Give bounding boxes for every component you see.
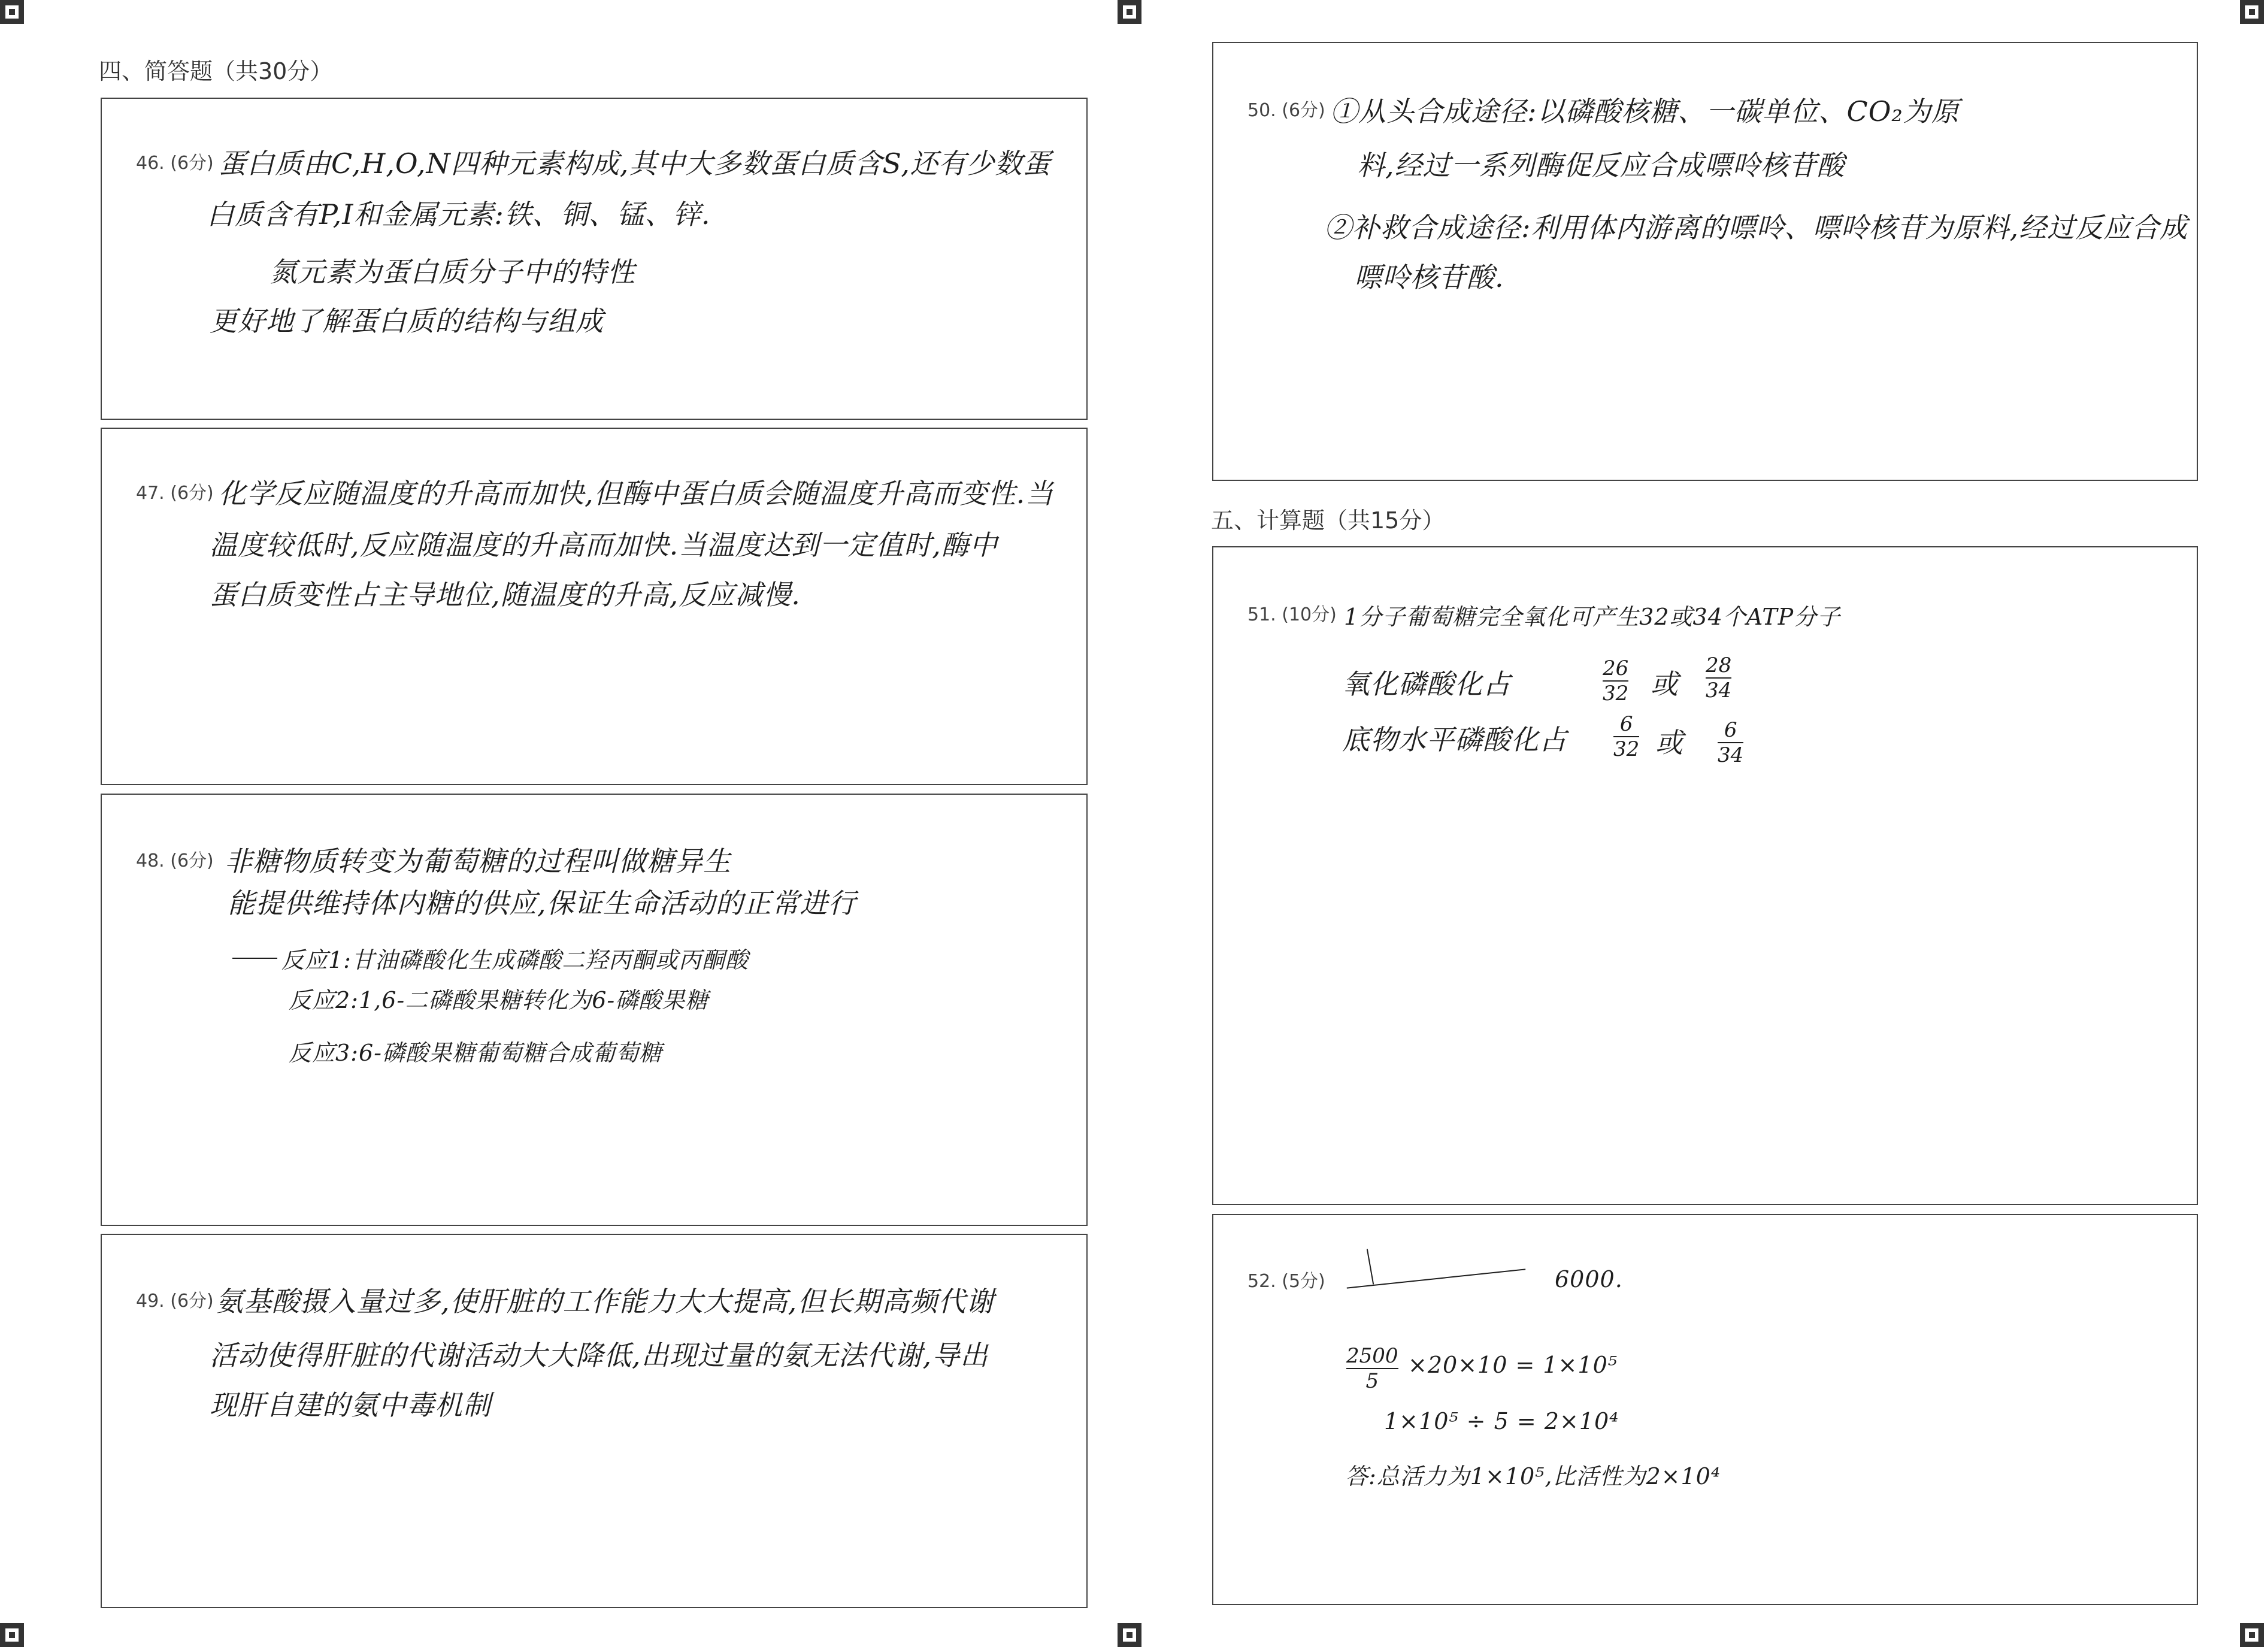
answer-line-49-2: 活动使得肝脏的代谢活动大大降低,出现过量的氨无法代谢,导出 (210, 1339, 989, 1372)
answer-line-46-4: 更好地了解蛋白质的结构与组成 (210, 305, 604, 337)
answer-line-52-4: 答:总活力为1×10⁵,比活性为2×10⁴ (1345, 1463, 1721, 1489)
answer-line-46-3: 氮元素为蛋白质分子中的特性 (270, 256, 635, 288)
corner-marker-bottom-left (0, 1623, 24, 1647)
answer-line-49-1: 氨基酸摄入量过多,使肝脏的工作能力大大提高,但长期高频代谢 (216, 1285, 995, 1318)
question-label-48: 48. (6分) (136, 850, 214, 871)
fraction-51-4-denominator: 34 (1718, 743, 1744, 767)
answer-line-50-3: ②补救合成途径:利用体内游离的嘌呤、嘌呤核苷为原料,经过反应合成 (1324, 211, 2188, 244)
section-title-calculation: 五、计算题（共15分） (1211, 507, 1445, 534)
answer-line-52-3: 1×10⁵ ÷ 5 = 2×10⁴ (1384, 1408, 1619, 1434)
question-label-46: 46. (6分) (136, 153, 214, 174)
fraction-51-4-numerator: 6 (1724, 718, 1737, 742)
answer-box-50 (1212, 42, 2198, 481)
fraction-51-2-denominator: 34 (1706, 679, 1732, 703)
answer-box-48 (101, 794, 1088, 1226)
answer-line-50-1: ①从头合成途径:以磷酸核糖、一碳单位、CO₂为原 (1330, 95, 1960, 128)
answer-line-47-3: 蛋白质变性占主导地位,随温度的升高,反应减慢. (210, 579, 801, 611)
answer-or-51-1: 或 (1651, 668, 1679, 700)
answer-box-47 (101, 428, 1088, 785)
question-label-49: 49. (6分) (136, 1291, 214, 1312)
answer-box-46 (101, 98, 1088, 420)
question-label-47: 47. (6分) (136, 483, 214, 504)
corner-marker-bottom-center (1118, 1623, 1141, 1647)
strikethrough-48 (232, 958, 277, 959)
answer-line-48-1: 非糖物质转变为葡萄糖的过程叫做糖异生 (225, 845, 731, 877)
fraction-51-2-numerator: 28 (1706, 653, 1732, 677)
answer-box-49 (101, 1234, 1088, 1608)
corner-marker-top-center (1118, 0, 1141, 24)
fraction-51-3-numerator: 6 (1619, 712, 1633, 736)
fraction-51-3 (1613, 714, 1639, 759)
answer-line-47-1: 化学反应随温度的升高而加快,但酶中蛋白质会随温度升高而变性.当 (219, 477, 1054, 510)
answer-line-47-2: 温度较低时,反应随温度的升高而加快.当温度达到一定值时,酶中 (210, 529, 998, 561)
answer-line-50-4: 嘌呤核苷酸. (1354, 261, 1504, 293)
fraction-51-1-numerator: 26 (1603, 656, 1629, 680)
answer-line-51-1: 1分子葡萄糖完全氧化可产生32或34个ATP分子 (1344, 604, 1841, 630)
answer-line-51-3: 底物水平磷酸化占 (1342, 723, 1567, 756)
answer-or-51-2: 或 (1655, 726, 1683, 759)
answer-line-52-2: ×20×10 = 1×10⁵ (1408, 1352, 1618, 1378)
fraction-51-4 (1718, 720, 1743, 765)
fraction-51-2 (1706, 655, 1731, 701)
fraction-51-1 (1603, 658, 1628, 704)
answer-line-48-2: 能提供维持体内糖的供应,保证生命活动的正常进行 (228, 887, 856, 919)
corner-marker-bottom-right (2240, 1623, 2264, 1647)
answer-line-52-1: 6000. (1555, 1266, 1623, 1292)
question-label-52: 52. (5分) (1247, 1271, 1325, 1292)
answer-line-48-4: 反应2:1,6-二磷酸果糖转化为6-磷酸果糖 (289, 987, 709, 1013)
fraction-51-1-denominator: 32 (1603, 682, 1629, 706)
answer-line-46-1: 蛋白质由C,H,O,N四种元素构成,其中大多数蛋白质含S,还有少数蛋 (219, 147, 1051, 180)
corner-marker-top-right (2240, 0, 2264, 24)
crossed-out-work-52-b (1367, 1249, 1374, 1284)
fraction-51-3-denominator: 32 (1613, 737, 1640, 761)
answer-line-48-3: 反应1:甘油磷酸化生成磷酸二羟丙酮或丙酮酸 (281, 947, 749, 973)
answer-box-52 (1212, 1214, 2198, 1605)
answer-line-46-2: 白质含有P,I和金属元素:铁、铜、锰、锌. (207, 198, 711, 231)
fraction-52 (1346, 1346, 1398, 1391)
fraction-52-numerator: 2500 (1346, 1344, 1398, 1368)
section-title-short-answer: 四、简答题（共30分） (99, 58, 333, 84)
answer-line-49-3: 现肝自建的氨中毒机制 (210, 1389, 491, 1421)
answer-box-51 (1212, 546, 2198, 1205)
corner-marker-top-left (0, 0, 24, 24)
answer-line-50-2: 料,经过一系列酶促反应合成嘌呤核苷酸 (1357, 149, 1845, 181)
question-label-50: 50. (6分) (1247, 100, 1325, 121)
question-label-51: 51. (10分) (1247, 604, 1337, 625)
fraction-52-denominator: 5 (1365, 1369, 1379, 1393)
answer-line-51-2: 氧化磷酸化占 (1342, 668, 1511, 700)
crossed-out-work-52 (1347, 1268, 1526, 1288)
answer-line-48-5: 反应3:6-磷酸果糖葡萄糖合成葡萄糖 (289, 1040, 662, 1066)
